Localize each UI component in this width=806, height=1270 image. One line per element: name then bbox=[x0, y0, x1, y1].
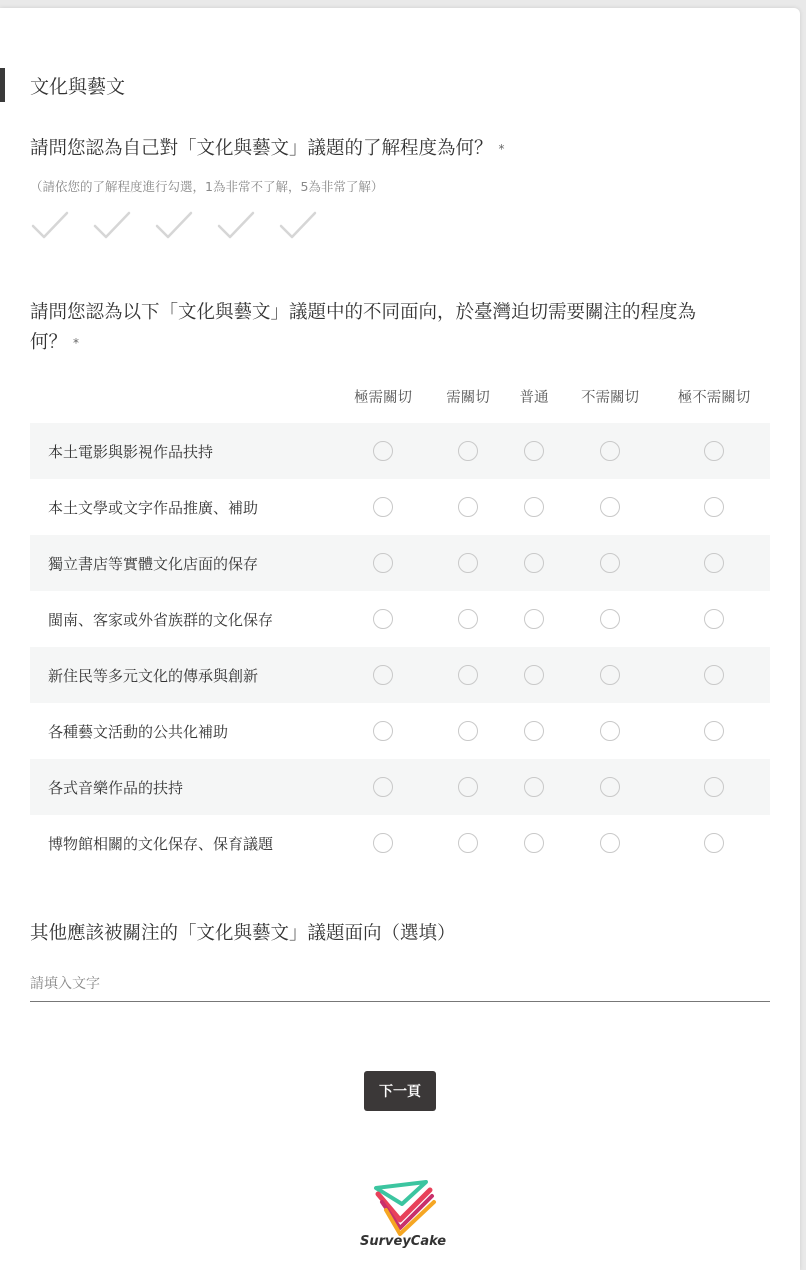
matrix-radio[interactable] bbox=[524, 777, 544, 797]
q1-rating bbox=[30, 208, 340, 244]
matrix-row bbox=[30, 815, 770, 871]
matrix-radio[interactable] bbox=[704, 721, 724, 741]
rating-check-icon[interactable] bbox=[92, 208, 132, 244]
matrix-radio[interactable] bbox=[704, 609, 724, 629]
matrix-radio[interactable] bbox=[600, 553, 620, 573]
matrix-radio[interactable] bbox=[524, 497, 544, 517]
section-accent-bar bbox=[0, 68, 5, 102]
matrix-column-header: 需關切 bbox=[446, 390, 490, 406]
matrix-row bbox=[30, 591, 770, 647]
matrix-radio[interactable] bbox=[458, 833, 478, 853]
matrix-radio[interactable] bbox=[600, 665, 620, 685]
matrix-column-header: 極需關切 bbox=[354, 390, 412, 406]
matrix-column-header: 普通 bbox=[519, 390, 549, 406]
rating-check-icon[interactable] bbox=[30, 208, 70, 244]
q2-title-line2: 何？ bbox=[30, 332, 68, 353]
matrix-radio[interactable] bbox=[373, 777, 393, 797]
matrix-radio[interactable] bbox=[704, 441, 724, 461]
matrix-radio[interactable] bbox=[524, 721, 544, 741]
next-page-button[interactable]: 下一頁 bbox=[364, 1071, 436, 1111]
matrix-radio[interactable] bbox=[704, 665, 724, 685]
q3-text-input[interactable] bbox=[30, 966, 770, 1002]
matrix-radio[interactable] bbox=[458, 497, 478, 517]
matrix-row bbox=[30, 647, 770, 703]
matrix-radio[interactable] bbox=[600, 441, 620, 461]
matrix-row bbox=[30, 703, 770, 759]
matrix-radio[interactable] bbox=[373, 441, 393, 461]
matrix-radio[interactable] bbox=[458, 777, 478, 797]
surveycake-logo bbox=[360, 1180, 450, 1260]
matrix-radio[interactable] bbox=[373, 665, 393, 685]
required-mark: * bbox=[498, 142, 505, 156]
q2-title bbox=[30, 298, 696, 358]
surveycake-logo-icon bbox=[364, 1180, 446, 1236]
rating-check-icon[interactable] bbox=[278, 208, 318, 244]
matrix-radio[interactable] bbox=[524, 441, 544, 461]
matrix-radio[interactable] bbox=[458, 721, 478, 741]
matrix-row bbox=[30, 479, 770, 535]
matrix-radio[interactable] bbox=[600, 497, 620, 517]
matrix-radio[interactable] bbox=[458, 553, 478, 573]
matrix-row bbox=[30, 423, 770, 479]
matrix-row-label: 各式音樂作品的扶持 bbox=[48, 778, 184, 797]
matrix-row-label: 獨立書店等實體文化店面的保存 bbox=[48, 554, 259, 573]
required-mark: * bbox=[73, 336, 80, 350]
q1-title bbox=[30, 134, 505, 164]
matrix-radio[interactable] bbox=[704, 777, 724, 797]
survey-card bbox=[0, 8, 800, 1270]
q3-title: 其他應該被關注的「文化與藝文」議題面向（選填） bbox=[30, 923, 456, 944]
matrix-radio[interactable] bbox=[524, 833, 544, 853]
matrix-radio[interactable] bbox=[373, 721, 393, 741]
matrix-radio[interactable] bbox=[373, 609, 393, 629]
section-header bbox=[0, 68, 125, 102]
matrix-radio[interactable] bbox=[704, 553, 724, 573]
matrix-radio[interactable] bbox=[373, 553, 393, 573]
matrix-radio[interactable] bbox=[600, 777, 620, 797]
matrix-radio[interactable] bbox=[524, 553, 544, 573]
matrix-grid bbox=[30, 423, 770, 871]
matrix-row-label: 本土電影與影視作品扶持 bbox=[48, 442, 214, 461]
surveycake-logo-text: SurveyCake bbox=[360, 1234, 447, 1249]
matrix-header bbox=[0, 386, 800, 408]
matrix-row bbox=[30, 759, 770, 815]
matrix-row bbox=[30, 535, 770, 591]
matrix-radio[interactable] bbox=[458, 441, 478, 461]
matrix-radio[interactable] bbox=[524, 665, 544, 685]
matrix-radio[interactable] bbox=[704, 833, 724, 853]
matrix-row-label: 博物館相關的文化保存、保育議題 bbox=[48, 834, 274, 853]
q1-title-text: 請問您認為自己對「文化與藝文」議題的了解程度為何？ bbox=[30, 138, 493, 159]
matrix-column-header: 極不需關切 bbox=[677, 390, 751, 406]
rating-check-icon[interactable] bbox=[154, 208, 194, 244]
section-title: 文化與藝文 bbox=[30, 75, 126, 98]
matrix-radio[interactable] bbox=[373, 497, 393, 517]
matrix-radio[interactable] bbox=[600, 609, 620, 629]
matrix-row-label: 閩南、客家或外省族群的文化保存 bbox=[48, 610, 274, 629]
matrix-radio[interactable] bbox=[704, 497, 724, 517]
q2-title-line1: 請問您認為以下「文化與藝文」議題中的不同面向，於臺灣迫切需要關注的程度為 bbox=[30, 302, 697, 323]
matrix-radio[interactable] bbox=[600, 833, 620, 853]
matrix-row-label: 新住民等多元文化的傳承與創新 bbox=[48, 666, 259, 685]
matrix-radio[interactable] bbox=[458, 665, 478, 685]
rating-check-icon[interactable] bbox=[216, 208, 256, 244]
matrix-row-label: 本土文學或文字作品推廣、補助 bbox=[48, 498, 259, 517]
matrix-radio[interactable] bbox=[458, 609, 478, 629]
matrix-radio[interactable] bbox=[600, 721, 620, 741]
matrix-radio[interactable] bbox=[373, 833, 393, 853]
matrix-column-header: 不需關切 bbox=[581, 390, 639, 406]
matrix-radio[interactable] bbox=[524, 609, 544, 629]
q1-hint: （請依您的了解程度進行勾選，1為非常不了解，5為非常了解） bbox=[30, 179, 384, 194]
matrix-row-label: 各種藝文活動的公共化補助 bbox=[48, 722, 229, 741]
